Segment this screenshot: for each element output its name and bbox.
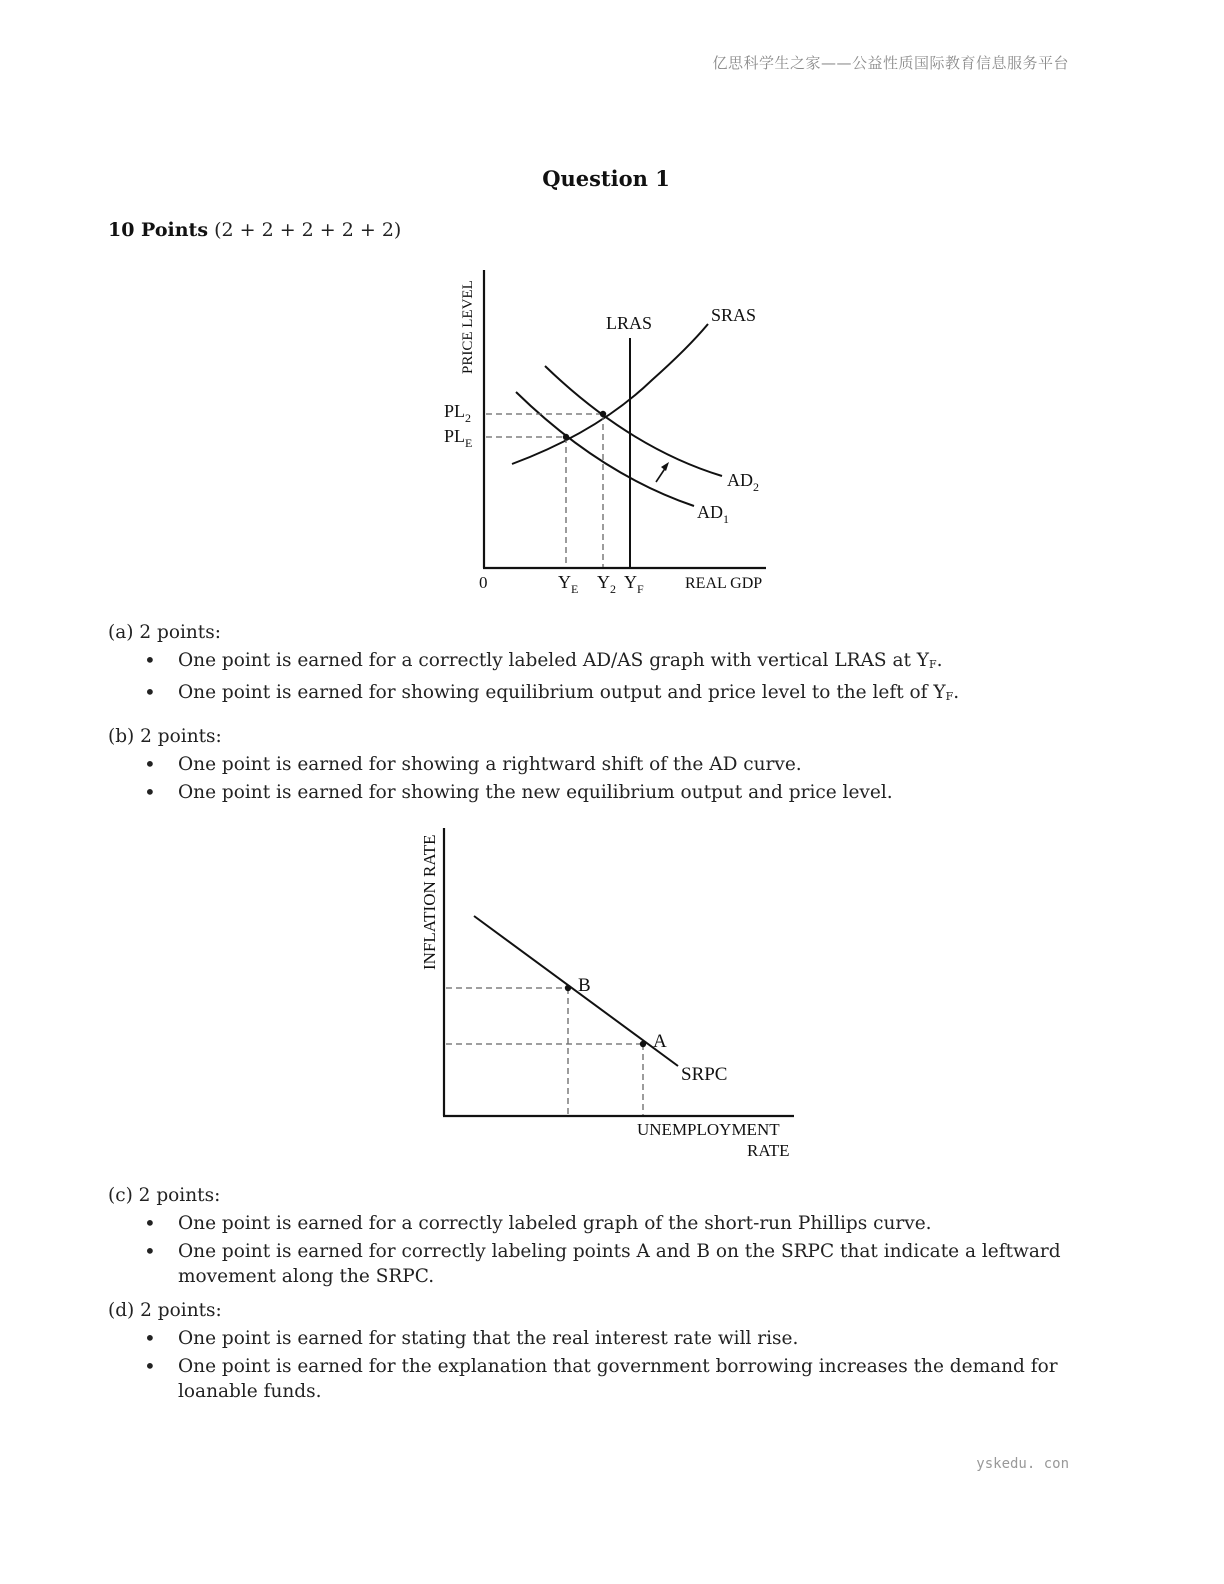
y2-label: $Y_2$: [597, 572, 616, 596]
part-c-bullet-2: • One point is earned for correctly labeling points A and B on the SRPC that indicate a leftward movement along the SRPC.: [108, 1239, 1088, 1289]
yf-label: $Y_F$: [624, 572, 644, 596]
site-header-title: 亿思科学生之家——公益性质国际教育信息服务平台: [712, 54, 1069, 72]
sras-curve: [512, 324, 708, 464]
ad1-curve: [516, 392, 694, 506]
point-b-label: B: [578, 975, 591, 996]
y-axis-label: PRICE LEVEL: [460, 280, 476, 374]
point-a-label: A: [653, 1031, 667, 1052]
part-c: [108, 1183, 1088, 1292]
origin-label: 0: [479, 573, 488, 592]
x-axis-label-line1: UNEMPLOYMENT: [637, 1120, 780, 1139]
ad2-label: $AD_2$: [727, 470, 759, 494]
part-d-bullet-2: • One point is earned for the explanation that government borrowing increases the demand for loanable funds.: [108, 1354, 1088, 1404]
ple-label: $PL_E$: [444, 426, 473, 450]
part-d-label: (d) 2 points:: [108, 1300, 222, 1321]
point-a-marker: [640, 1041, 646, 1047]
y-axis-label: INFLATION RATE: [420, 834, 439, 970]
part-c-bullet-1: • One point is earned for a correctly labeled graph of the short-run Phillips curve.: [108, 1211, 1088, 1236]
pl2-label: $PL_2$: [444, 401, 472, 425]
part-a-bullet-1: • One point is earned for a correctly labeled AD/AS graph with vertical LRAS at YF.: [108, 648, 1088, 677]
shift-arrow-head: [661, 462, 669, 471]
part-d: [108, 1298, 1088, 1407]
points-line: [108, 219, 401, 241]
part-b-bullet-2: • One point is earned for showing the new equilibrium output and price level.: [108, 780, 1088, 805]
part-b: [108, 724, 1088, 808]
phillips-curve-graph: [410, 826, 810, 1166]
points-breakdown: (2 + 2 + 2 + 2 + 2): [214, 219, 402, 241]
sras-label: SRAS: [711, 305, 757, 325]
ad1-label: $AD_1$: [697, 502, 729, 526]
question-title: Question 1: [542, 166, 670, 191]
point-b-marker: [565, 985, 571, 991]
part-c-label: (c) 2 points:: [108, 1185, 221, 1206]
points-label: 10 Points: [108, 219, 209, 241]
ad2-curve: [545, 366, 722, 476]
equilibrium-point-e: [563, 434, 569, 440]
equilibrium-point-2: [600, 411, 606, 417]
part-d-bullet-1: • One point is earned for stating that the real interest rate will rise.: [108, 1326, 1088, 1351]
part-a-bullet-2: • One point is earned for showing equilibrium output and price level to the left of YF.: [108, 680, 1088, 709]
part-a: [108, 620, 1088, 712]
x-axis-label: REAL GDP: [685, 575, 763, 592]
srpc-label: SRPC: [681, 1064, 728, 1085]
footer-site: yskedu. con: [976, 1456, 1069, 1472]
part-b-label: (b) 2 points:: [108, 726, 222, 747]
ye-label: $Y_E$: [558, 572, 579, 596]
part-a-label: (a) 2 points:: [108, 622, 221, 643]
x-axis-label-line2: RATE: [747, 1141, 790, 1160]
part-b-bullet-1: • One point is earned for showing a rightward shift of the AD curve.: [108, 752, 1088, 777]
lras-label: LRAS: [606, 313, 653, 333]
ad-as-graph: [430, 262, 790, 602]
